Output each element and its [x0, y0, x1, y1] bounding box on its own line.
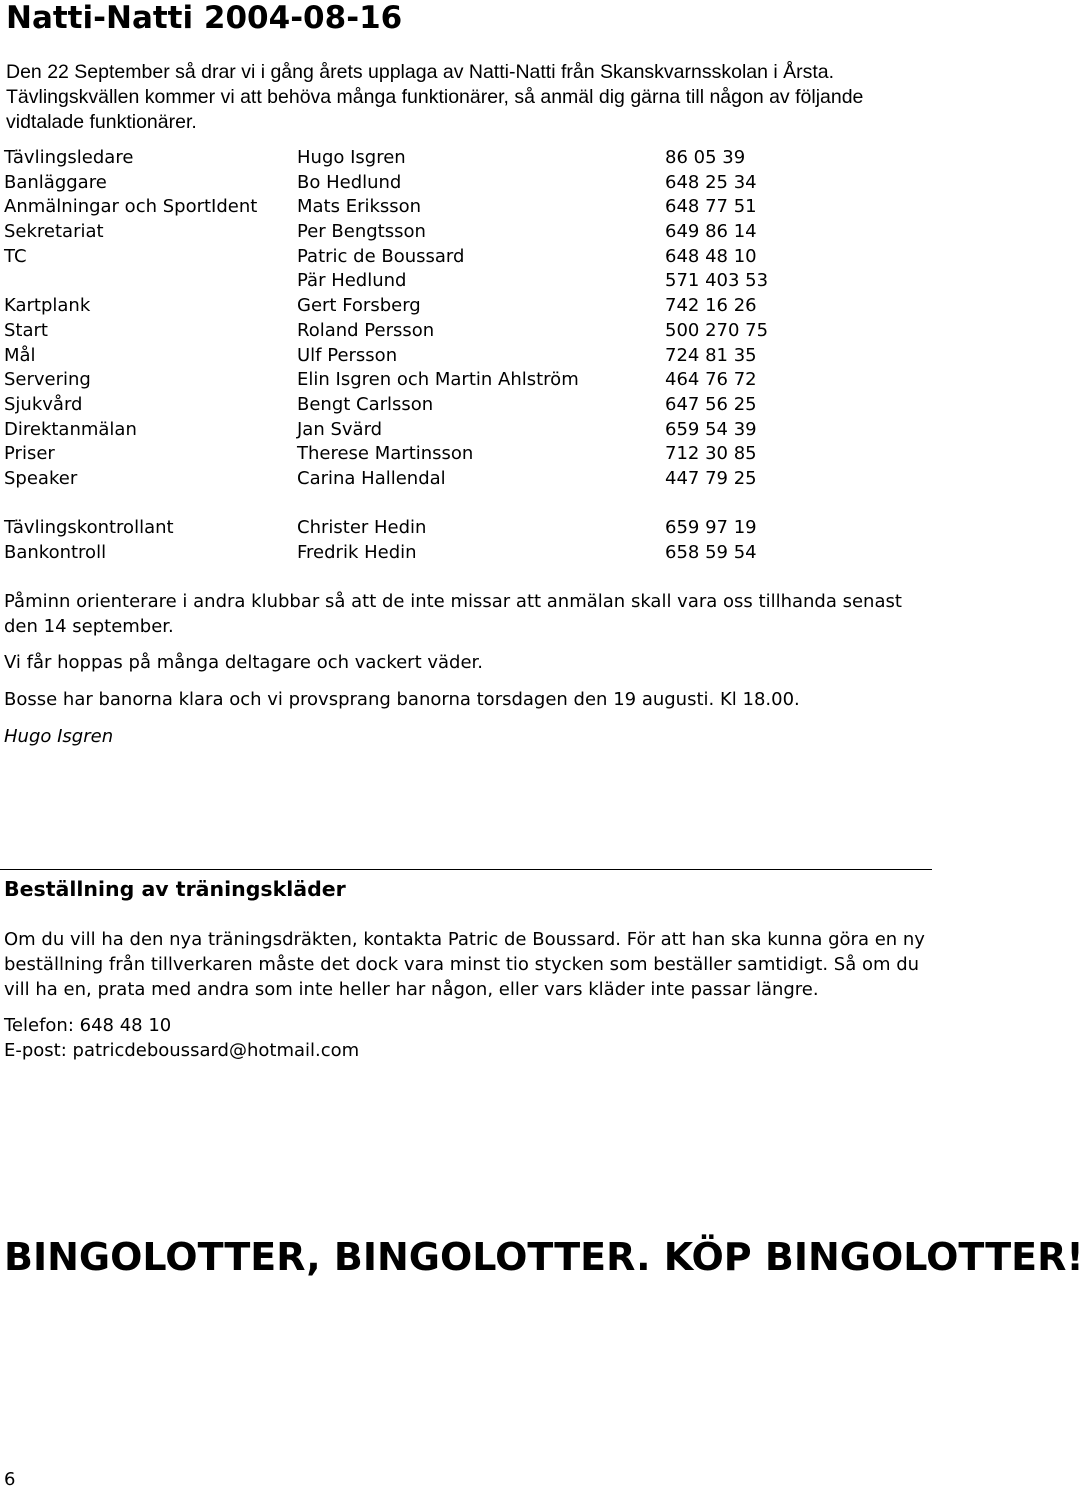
clothing-heading: Beställning av träningskläder: [4, 877, 346, 901]
role-label: Tävlingsledare: [4, 147, 134, 168]
clothing-email: E-post: patricdeboussard@hotmail.com: [4, 1040, 360, 1061]
role-person: Ulf Persson: [297, 344, 398, 366]
role-person: Roland Persson: [297, 319, 435, 341]
role-person: Per Bengtsson: [297, 221, 426, 243]
clothing-phone: Telefon: 648 48 10: [4, 1015, 172, 1036]
control-phone: 659 97 19: [665, 517, 757, 539]
role-label: Mål: [4, 344, 36, 366]
role-label: Banläggare: [4, 171, 107, 193]
section-divider: [0, 869, 932, 870]
role-phone: 647 56 25: [665, 393, 757, 415]
reminder-paragraph: Påminn orienterare i andra klubbar så att de inte missar att anmälan skall vara oss tillhanda senast den 14 september.: [4, 591, 902, 637]
role-person: Pär Hedlund: [297, 270, 407, 292]
page-number: 6: [4, 1469, 16, 1490]
control-phone: 658 59 54: [665, 542, 757, 563]
role-person: Hugo Isgren: [297, 147, 406, 168]
clothing-paragraph: Om du vill ha den nya träningsdräkten, kontakta Patric de Boussard. För att han ska kunna göra en ny beställning från tillverkaren måste det dock vara minst tio stycken som beställer samtidigt. Så om du vill ha en, prata med andra som inte heller har någon, eller vars kläder inte passar längre.: [4, 929, 925, 1000]
role-person: Therese Martinsson: [297, 443, 474, 465]
signature: Hugo Isgren: [4, 726, 114, 747]
role-phone: 659 54 39: [665, 418, 757, 440]
intro-paragraph: Den 22 September så drar vi i gång årets upplaga av Natti-Natti från Skanskvarnsskolan i Årsta. Tävlingskvällen kommer vi att behöva många funktionärer, så anmäl dig gärna till någon av följande vidtalade funktionärer.: [6, 61, 864, 133]
role-phone: 500 270 75: [665, 319, 769, 341]
role-phone: 648 25 34: [665, 171, 757, 193]
control-person: Christer Hedin: [297, 517, 427, 539]
weather-paragraph: Vi får hoppas på många deltagare och vackert väder.: [4, 652, 484, 673]
role-person: Bo Hedlund: [297, 171, 402, 193]
role-person: Carina Hallendal: [297, 467, 446, 489]
role-phone: 464 76 72: [665, 369, 757, 391]
role-person: Mats Eriksson: [297, 196, 422, 218]
role-phone: 712 30 85: [665, 443, 757, 465]
control-person: Fredrik Hedin: [297, 542, 417, 563]
role-phone: 742 16 26: [665, 295, 757, 317]
role-label: TC: [4, 245, 27, 267]
role-label: Speaker: [4, 467, 78, 489]
role-person: Patric de Boussard: [297, 245, 465, 267]
control-label: Bankontroll: [4, 542, 107, 563]
role-person: Gert Forsberg: [297, 295, 421, 317]
role-phone: 648 48 10: [665, 245, 757, 267]
role-phone: 649 86 14: [665, 221, 757, 243]
role-label: Kartplank: [4, 295, 91, 317]
role-label: Servering: [4, 369, 91, 391]
role-label: Start: [4, 319, 48, 341]
control-label: Tävlingskontrollant: [4, 517, 174, 539]
bingo-banner: BINGOLOTTER, BINGOLOTTER. KÖP BINGOLOTTER!: [4, 1235, 1084, 1279]
role-label: Direktanmälan: [4, 418, 137, 440]
role-label: Sjukvård: [4, 393, 83, 415]
role-phone: 447 79 25: [665, 467, 757, 489]
role-phone: 648 77 51: [665, 196, 757, 218]
role-person: Bengt Carlsson: [297, 393, 434, 415]
role-label: Sekretariat: [4, 221, 104, 243]
courses-paragraph: Bosse har banorna klara och vi provsprang banorna torsdagen den 19 augusti. Kl 18.00.: [4, 689, 800, 710]
role-label: Priser: [4, 443, 55, 465]
page-title: Natti-Natti 2004-08-16: [6, 0, 403, 36]
role-person: Elin Isgren och Martin Ahlström: [297, 369, 579, 391]
role-phone: 724 81 35: [665, 344, 757, 366]
role-person: Jan Svärd: [297, 418, 383, 440]
role-phone: 86 05 39: [665, 147, 746, 168]
role-label: Anmälningar och SportIdent: [4, 196, 258, 218]
role-phone: 571 403 53: [665, 270, 769, 292]
